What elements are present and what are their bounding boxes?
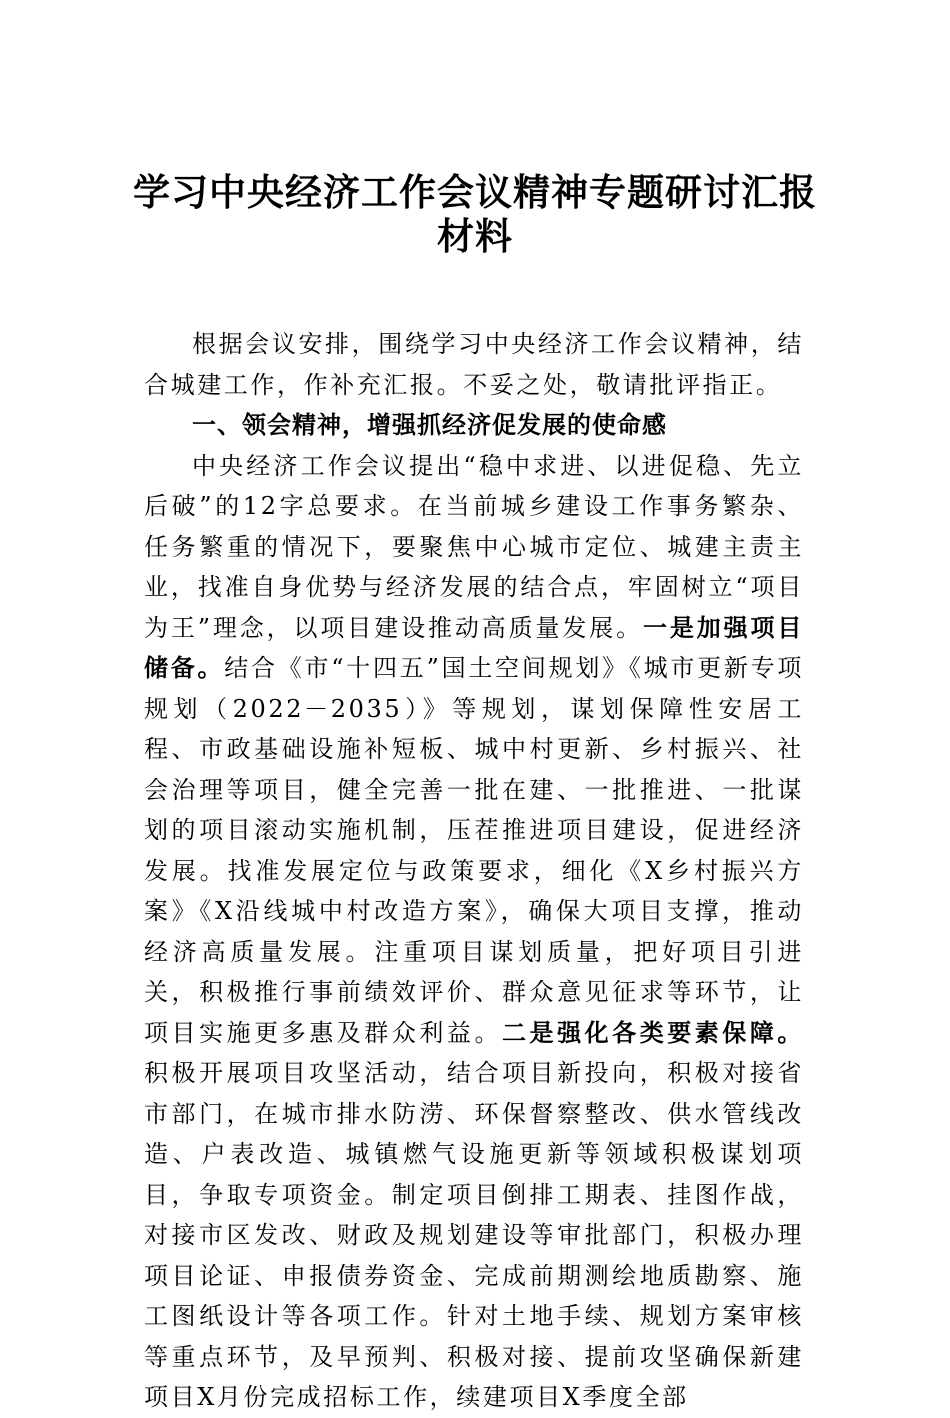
intro-paragraph: 根据会议安排，围绕学习中央经济工作会议精神，结合城建工作，作补充汇报。不妥之处，敬请批评指正。 bbox=[144, 330, 804, 399]
paragraph-text: 结合《市“十四五”国土空间规划》《城市更新专项规划（2022－2035）》等规划，谋划保障性安居工程、市政基础设施补短板、城中村更新、乡村振兴、社会治理等项目，健全完善一批在建、一批推进、一批谋划的项目滚动实施机制，压茬推进项目建设，促进经济发展。找准发展定位与政策要求，细化《X乡村振兴方案》《X沿线城中村改造方案》，确保大项目支撑，推动经济高质量发展。注重项目谋划质量，把好项目引进关，积极推行事前绩效评价、群众意见征求等环节，让项目实施更多惠及群众利益。 bbox=[144, 654, 804, 1047]
paragraph-text: 积极开展项目攻坚活动，结合项目新投向，积极对接省市部门，在城市排水防涝、环保督察整改、供水管线改造、户表改造、城镇燃气设施更新等领域积极谋划项目，争取专项资金。制定项目倒排工期表、挂图作战，对接市区发改、财政及规划建设等审批部门，积极办理项目论证、申报债券资金、完成前期测绘地质勘察、施工图纸设计等各项工作。针对土地手续、规划方案审核等重点环节，及早预判、积极对接、提前攻坚确保新建项目X月份完成招标工作，续建项目X季度全部 bbox=[144, 1059, 804, 1411]
document-title-line-2: 材料 bbox=[437, 214, 513, 258]
paragraph-text: 中央经济工作会议提出“稳中求进、以进促稳、先立后破”的12字总要求。在当前城乡建设工作事务繁杂、任务繁重的情况下，要聚焦中心城市定位、城建主责主业，找准自身优势与经济发展的结合点，牢固树立“项目为王”理念，以项目建设推动高质量发展。 bbox=[144, 451, 804, 642]
body-paragraph-1 bbox=[144, 446, 804, 1418]
section-heading-1: 一、领会精神，增强抓经济促发展的使命感 bbox=[192, 411, 667, 439]
bold-lead-phrase-2: 二是强化各类要素保障。 bbox=[502, 1017, 804, 1047]
document-body bbox=[144, 324, 804, 1418]
bold-lead-phrase-1: 一是加强项目储备。 bbox=[144, 612, 804, 682]
document-title-line-1: 学习中央经济工作会议精神专题研讨汇报 bbox=[133, 170, 817, 214]
